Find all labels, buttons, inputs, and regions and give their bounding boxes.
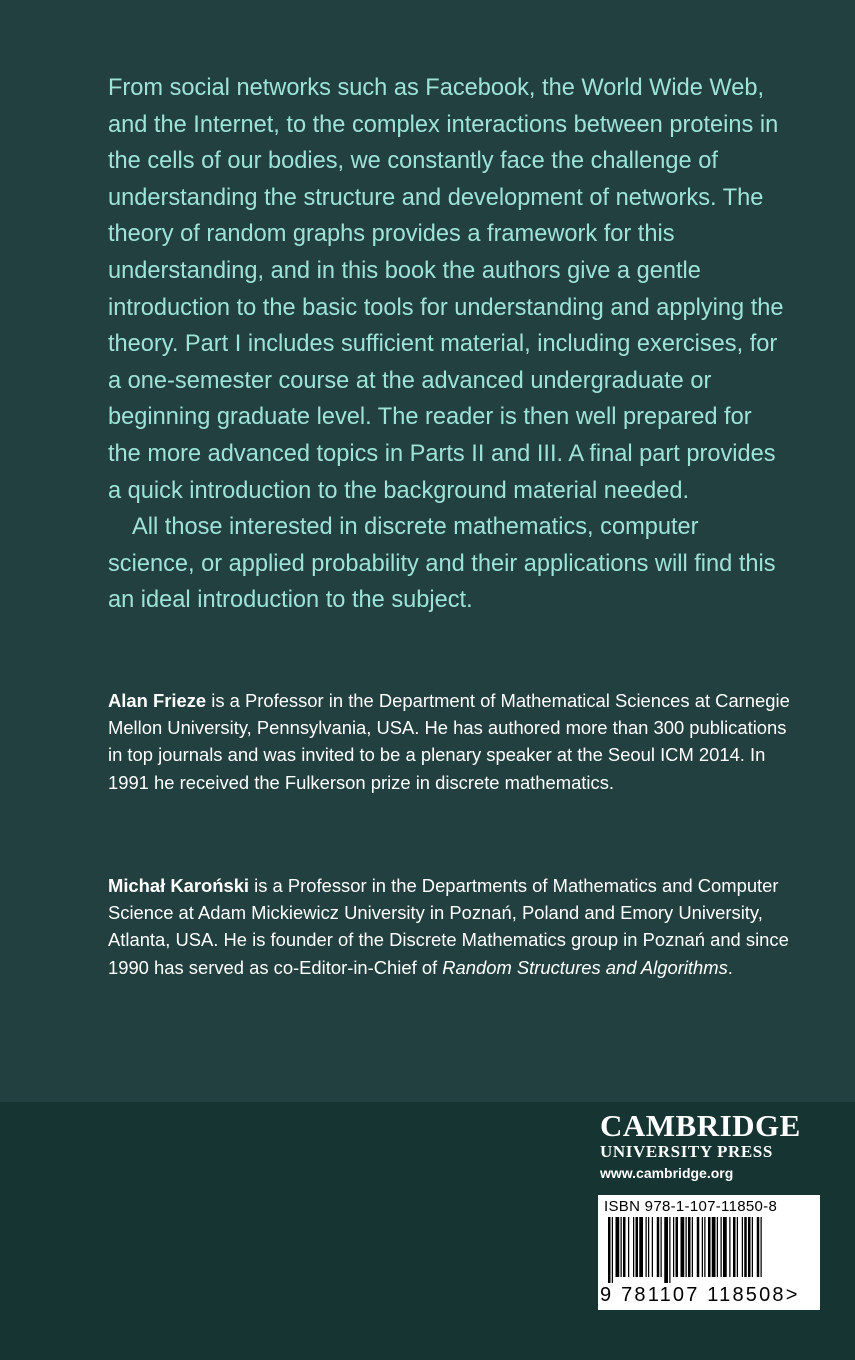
- barcode-bar: [742, 1217, 743, 1277]
- barcode-bar: [752, 1217, 753, 1277]
- barcode-bar: [608, 1217, 611, 1283]
- barcode-bar: [661, 1217, 662, 1277]
- barcode-bar: [639, 1217, 643, 1277]
- isbn-label: ISBN 978-1-107-11850-8: [604, 1198, 778, 1215]
- barcode-bar: [721, 1217, 722, 1277]
- publisher-subtitle: UNIVERSITY PRESS: [600, 1142, 773, 1161]
- publisher-url: www.cambridge.org: [600, 1165, 734, 1181]
- barcode-digits: 9 781107 118508>: [600, 1284, 800, 1306]
- barcode-bar: [748, 1217, 751, 1277]
- barcode-bar: [702, 1217, 703, 1277]
- barcode-bar: [704, 1217, 705, 1277]
- barcode-bar: [673, 1217, 674, 1277]
- barcode-bar: [688, 1217, 691, 1277]
- barcode-bar: [657, 1217, 660, 1277]
- barcode-bar: [628, 1217, 629, 1277]
- barcode-bars: [604, 1217, 814, 1283]
- barcode-bar: [761, 1217, 762, 1277]
- barcode-bar: [723, 1217, 727, 1277]
- isbn-barcode: [598, 1195, 820, 1310]
- barcode-end-mark: >: [785, 1284, 800, 1306]
- barcode-bar: [712, 1217, 716, 1277]
- author-bio-frieze: [108, 687, 798, 796]
- barcode-bar: [717, 1217, 718, 1277]
- barcode-bar: [757, 1217, 760, 1277]
- publisher-name: CAMBRIDGE: [600, 1108, 801, 1143]
- barcode-bar: [664, 1217, 668, 1283]
- blurb-paragraph-1: From social networks such as Facebook, the World Wide Web, and the Internet, to the complex interactions between proteins in the cells of our bodies, we constantly face the challenge of understanding the structure and development of networks. The theory of random graphs provides a framework for this understanding, and in this book the authors give a gentle introduction to the basic tools for understanding and applying the theory. Part I includes sufficient material, including exercises, for a one-semester course at the advanced undergraduate or beginning graduate level. The reader is then well prepared for the more advanced topics in Parts II and III. A final part provides a quick introduction to the background material needed.: [108, 75, 784, 504]
- barcode-bar: [623, 1217, 626, 1277]
- barcode-bar: [681, 1217, 685, 1277]
- book-blurb: [108, 70, 788, 619]
- barcode-bar: [652, 1217, 653, 1277]
- barcode-bar: [669, 1217, 670, 1283]
- barcode-bar: [708, 1217, 711, 1277]
- author-bio-karonski: [108, 872, 798, 981]
- barcode-bar: [612, 1217, 613, 1283]
- barcode-bar: [729, 1217, 730, 1277]
- barcode-bar: [686, 1217, 687, 1277]
- barcode-bar: [648, 1217, 649, 1277]
- barcode-bar: [636, 1217, 639, 1277]
- author-bio-text: is a Professor in the Departments of Mathematics and Computer Science at Adam Mickiewicz University in Poznań, Poland and Emory University, Atlanta, USA. He is founder of the Discrete Mathematics group in Poznań and since 1990 has served as co-Editor-in-Chief of: [108, 875, 789, 978]
- journal-title: Random Structures and Algorithms: [442, 956, 728, 978]
- author-name: Michał Karoński: [108, 875, 250, 896]
- barcode-bar: [676, 1217, 679, 1277]
- barcode-bar: [697, 1217, 700, 1277]
- barcode-bar: [692, 1217, 693, 1277]
- barcode-bar: [616, 1217, 620, 1277]
- barcode-bar: [621, 1217, 622, 1277]
- blurb-paragraph-2: All those interested in discrete mathematics, computer science, or applied probability and their applications will find this an ideal introduction to the subject.: [108, 514, 776, 614]
- author-name: Alan Frieze: [108, 690, 207, 711]
- barcode-bar: [633, 1217, 634, 1277]
- barcode-bar: [646, 1217, 647, 1277]
- barcode-bar: [737, 1217, 738, 1277]
- barcode-bar: [744, 1217, 747, 1277]
- publisher-logo: [600, 1108, 822, 1184]
- author-bio-text: is a Professor in the Department of Mathematical Sciences at Carnegie Mellon University, Pennsylvania, USA. He has authored more than 300 publications in top journals and was invited to be a plenary speaker at the Seoul ICM 2014. In 1991 he received the Fulkerson prize in discrete mathematics.: [108, 690, 790, 793]
- barcode-bar: [733, 1217, 736, 1277]
- bio-end: .: [727, 956, 733, 978]
